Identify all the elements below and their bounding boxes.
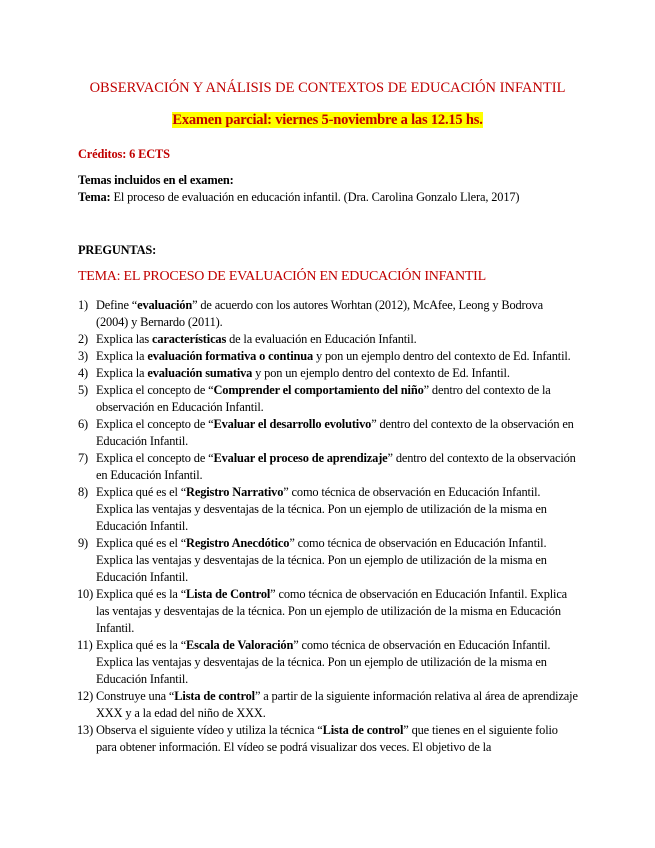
question-number: 6) <box>78 417 89 431</box>
credits-line: Créditos: 6 ECTS <box>78 147 170 161</box>
question-keyword: Registro Anecdótico <box>186 536 290 550</box>
question-keyword: Lista de control <box>322 723 404 737</box>
document-title: OBSERVACIÓN Y ANÁLISIS DE CONTEXTOS DE EDUCACIÓN INFANTIL <box>89 80 566 96</box>
question-keyword: Evaluar el proceso de aprendizaje <box>213 451 388 465</box>
question-number: 3) <box>78 349 89 363</box>
question-number: 5) <box>78 383 89 397</box>
question-number: 13) <box>77 723 94 737</box>
topic-label: Tema: <box>78 190 111 204</box>
question-item: 1) Define “evaluación” de acuerdo con los autores Worhtan (2012), McAfee, Leong y Bodrova (2004) y Bernardo (2011). <box>78 298 543 329</box>
question-keyword: Registro Narrativo <box>186 485 284 499</box>
question-item: 7) Explica el concepto de “Evaluar el proceso de aprendizaje” dentro del contexto de la observación en Educación Infantil. <box>78 451 576 482</box>
exam-date-highlight: Examen parcial: viernes 5-noviembre a las 12.15 hs. <box>172 112 483 128</box>
question-item: 11) Explica qué es la “Escala de Valoración” como técnica de observación en Educación Infantil. Explica las ventajas y desventajas de la técnica. Pon un ejemplo de utilización de la misma en Educación Infantil. <box>77 638 551 686</box>
questions-list <box>78 297 578 756</box>
tema-heading: TEMA: EL PROCESO DE EVALUACIÓN EN EDUCACIÓN INFANTIL <box>78 269 486 284</box>
topic-line <box>78 189 578 206</box>
question-item: 12) Construye una “Lista de control” a partir de la siguiente información relativa al área de aprendizaje XXX y a la edad del niño de XXX. <box>77 689 578 720</box>
question-number: 9) <box>78 536 89 550</box>
question-keyword: Lista de Control <box>186 587 271 601</box>
question-number: 4) <box>78 366 89 380</box>
question-keyword: evaluación sumativa <box>147 366 253 380</box>
question-keyword: Evaluar el desarrollo evolutivo <box>213 417 372 431</box>
question-item: 13) Observa el siguiente vídeo y utiliza la técnica “Lista de control” que tienes en el siguiente folio para obtener información. El vídeo se podrá visualizar dos veces. El objetivo de la <box>77 723 558 754</box>
question-item: 3) Explica la evaluación formativa o continua y pon un ejemplo dentro del contexto de Ed. Infantil. <box>78 349 571 363</box>
question-keyword: Escala de Valoración <box>186 638 294 652</box>
question-number: 1) <box>78 298 89 312</box>
question-keyword: características <box>152 332 227 346</box>
question-item: 10) Explica qué es la “Lista de Control” como técnica de observación en Educación Infantil. Explica las ventajas y desventajas de la técnica. Pon un ejemplo de utilización de la misma en Educación Infantil. <box>77 587 568 635</box>
question-number: 8) <box>78 485 89 499</box>
question-item: 2) Explica las características de la evaluación en Educación Infantil. <box>78 332 417 346</box>
question-number: 7) <box>78 451 89 465</box>
question-keyword: Lista de control <box>174 689 255 703</box>
question-number: 11) <box>77 638 93 652</box>
question-keyword: evaluación <box>137 298 193 312</box>
question-item: 8) Explica qué es el “Registro Narrativo” como técnica de observación en Educación Infantil. Explica las ventajas y desventajas de la técnica. Pon un ejemplo de utilización de la misma en Educación Infantil. <box>78 485 547 533</box>
question-keyword: Comprender el comportamiento del niño <box>213 383 424 397</box>
question-number: 2) <box>78 332 89 346</box>
question-item: 5) Explica el concepto de “Comprender el comportamiento del niño” dentro del contexto de la observación en Educación Infantil. <box>78 383 551 414</box>
question-keyword: evaluación formativa o continua <box>147 349 314 363</box>
exam-date <box>70 112 585 128</box>
topic-text: El proceso de evaluación en educación infantil. (Dra. Carolina Gonzalo Llera, 2017) <box>110 190 520 204</box>
question-number: 10) <box>77 587 94 601</box>
question-number: 12) <box>77 689 94 703</box>
topics-section <box>78 172 578 206</box>
question-item: 4) Explica la evaluación sumativa y pon un ejemplo dentro del contexto de Ed. Infantil. <box>78 366 510 380</box>
question-item: 6) Explica el concepto de “Evaluar el desarrollo evolutivo” dentro del contexto de la observación en Educación Infantil. <box>78 417 574 448</box>
question-item: 9) Explica qué es el “Registro Anecdótico” como técnica de observación en Educación Infantil. Explica las ventajas y desventajas de la técnica. Pon un ejemplo de utilización de la misma en Educación Infantil. <box>78 536 547 584</box>
questions-heading: PREGUNTAS: <box>78 243 157 257</box>
topics-heading: Temas incluidos en el examen: <box>78 173 234 187</box>
